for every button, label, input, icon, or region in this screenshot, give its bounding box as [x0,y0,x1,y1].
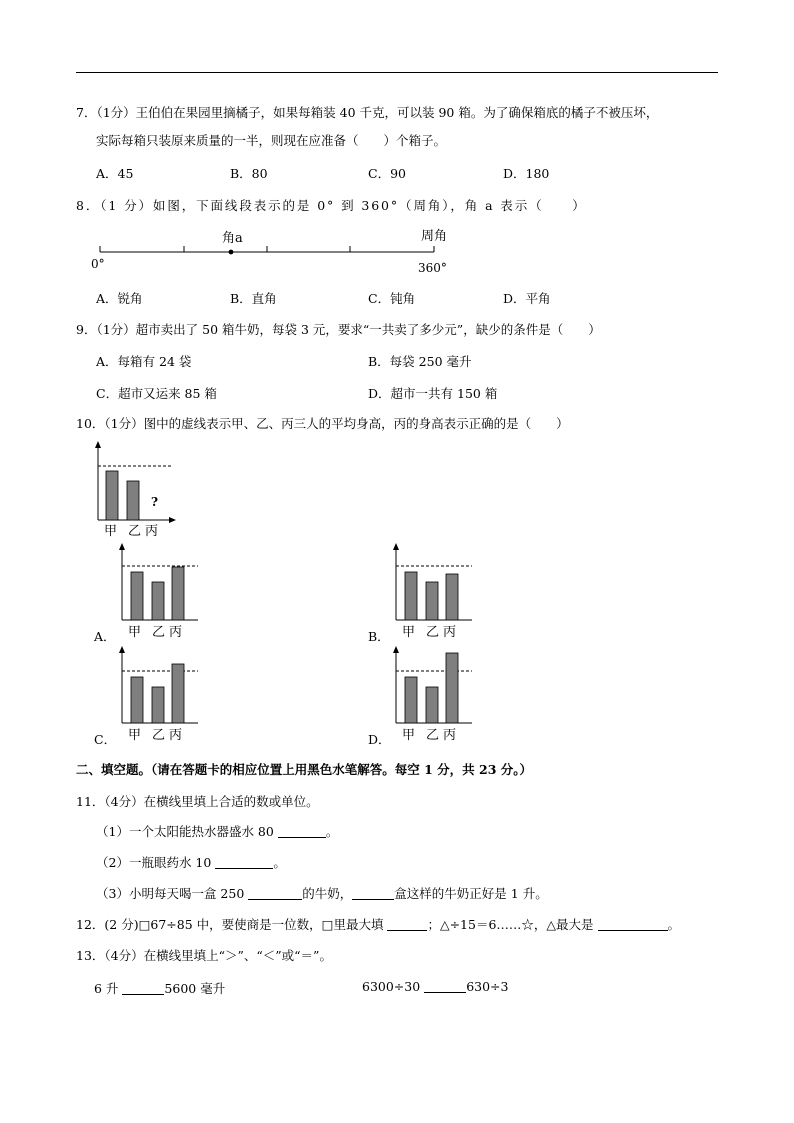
label-yi: 乙 [152,728,166,743]
label-jia: 甲 [104,524,118,539]
q9-stem: 9．（1分）超市卖出了 50 箱牛奶，每袋 3 元，要求“一共卖了多少元”，缺少的条件是（ ） [76,322,601,337]
q13-blank-1[interactable] [122,981,164,995]
q13-c2-left: 6300÷30 [362,979,421,994]
bar-jia [131,572,143,620]
q11-sub2-end: 。 [273,855,286,870]
q10-option-d-label[interactable]: D． [368,732,391,747]
section2-title: 二、填空题。（请在答题卡的相应位置上用黑色水笔解答。每空 1 分，共 23 分。） [76,762,533,777]
q8-stem: 8．（1 分）如图，下面线段表示的是 0° 到 360°（周角），角 a 表示（ ） [76,198,587,213]
q7-option-d[interactable]: D．180 [503,166,550,181]
q11-sub3-end: 盒这样的牛奶正好是 1 升。 [394,886,548,901]
q8-option-d[interactable]: D．平角 [503,291,551,306]
q10-option-a-label[interactable]: A． [94,629,116,644]
q10-option-b-label[interactable]: B． [368,629,390,644]
label-bing: 丙 [169,728,183,743]
q13-compare-1 [94,979,225,997]
q10-option-b-chart[interactable] [388,541,478,641]
q11-sub3-text: （3）小明每天喝一盒 250 [96,886,245,901]
q9-option-a[interactable]: A．每箱有 24 袋 [96,354,192,369]
q11-sub1 [96,822,338,840]
q9-option-d[interactable]: D．超市一共有 150 箱 [368,386,498,401]
bar-jia [131,677,143,723]
q11-blank-1[interactable] [278,824,326,838]
q10-option-d-chart[interactable] [388,644,478,744]
label-jia: 甲 [402,728,416,743]
q8-option-a[interactable]: A．锐角 [96,291,143,306]
bar-bing [446,574,458,620]
q11-sub2-text: （2）一瓶眼药水 10 [96,855,212,870]
q10-option-a-chart[interactable] [114,541,204,641]
q10-stem: 10．（1分）图中的虚线表示甲、乙、丙三人的平均身高，丙的身高表示正确的是（ ） [76,416,569,431]
angle-a-point [229,250,234,255]
q8-option-c[interactable]: C．钝角 [368,291,416,306]
angle-a-label: 角a [222,231,243,246]
end-label: 360° [418,261,447,275]
label-jia: 甲 [402,625,416,640]
q12-blank-1[interactable] [387,917,427,931]
label-jia: 甲 [128,625,142,640]
label-bing: 丙 [443,625,457,640]
bar-yi [127,481,139,520]
q11-blank-2[interactable] [215,855,273,869]
label-yi: 乙 [426,625,440,640]
q13-blank-2[interactable] [424,979,466,993]
q9-option-c[interactable]: C．超市又运来 85 箱 [96,386,217,401]
q7-option-a[interactable]: A．45 [96,166,134,181]
bar-yi [152,582,164,620]
q11-blank-3[interactable] [248,886,302,900]
q8-option-b[interactable]: B．直角 [230,291,277,306]
label-yi: 乙 [152,625,166,640]
q7-stem-line1: 7．（1分）王伯伯在果园里摘橘子，如果每箱装 40 千克，可以装 90 箱。为了确保箱底的橘子不被压坏， [76,105,659,120]
q12 [76,915,680,933]
q10-option-c-chart[interactable] [114,644,204,744]
q13-c2-right: 630÷3 [466,979,509,994]
q11-stem: 11．（4分）在横线里填上合适的数或单位。 [76,794,319,809]
q11-sub1-text: （1）一个太阳能热水器盛水 80 [96,824,274,839]
bar-yi [426,687,438,723]
q11-sub3-mid: 的牛奶， [302,886,353,901]
bar-bing [172,664,184,723]
start-label: 0° [91,257,105,271]
q12-blank-2[interactable] [598,917,668,931]
q12-text-a: 12．(2 分)□67÷85 中，要使商是一位数，□里最大填 [76,917,384,932]
q11-sub3 [96,884,548,902]
q7-stem-line2: 实际每箱只装原来质量的一半，则现在应准备（ ）个箱子。 [96,133,447,148]
q11-sub2 [96,853,286,871]
bar-bing [446,653,458,723]
q11-blank-4[interactable] [352,886,394,900]
q13-stem: 13．（4分）在横线里填上“＞”、“＜”或“＝”。 [76,948,332,963]
bar-bing [172,567,184,620]
q13-c1-left: 6 升 [94,981,119,996]
q8-angle-figure [88,222,468,278]
label-bing: 丙 [145,524,159,539]
full-angle-label: 周角 [421,229,448,244]
q9-option-b[interactable]: B．每袋 250 毫升 [368,354,472,369]
label-bing: 丙 [443,728,457,743]
bar-yi [426,582,438,620]
label-yi: 乙 [128,524,142,539]
label-bing: 丙 [169,625,183,640]
q11-sub1-end: 。 [325,824,339,839]
q7-option-b[interactable]: B．80 [230,166,268,181]
label-yi: 乙 [426,728,440,743]
header-rule [76,72,718,73]
q12-text-c: 。 [667,917,681,932]
q13-compare-2 [362,979,508,994]
q7-option-c[interactable]: C．90 [368,166,406,181]
bar-jia [405,677,417,723]
q13-c1-right: 5600 毫升 [164,981,226,996]
q10-option-c-label[interactable]: C． [94,732,117,747]
label-jia: 甲 [128,728,142,743]
q10-main-figure [90,440,185,540]
bing-question-mark: ? [151,495,159,509]
bar-yi [152,687,164,723]
bar-jia [405,572,417,620]
bar-jia [106,471,118,520]
q12-text-b: ；△÷15＝6……☆，△最大是 [427,917,594,932]
